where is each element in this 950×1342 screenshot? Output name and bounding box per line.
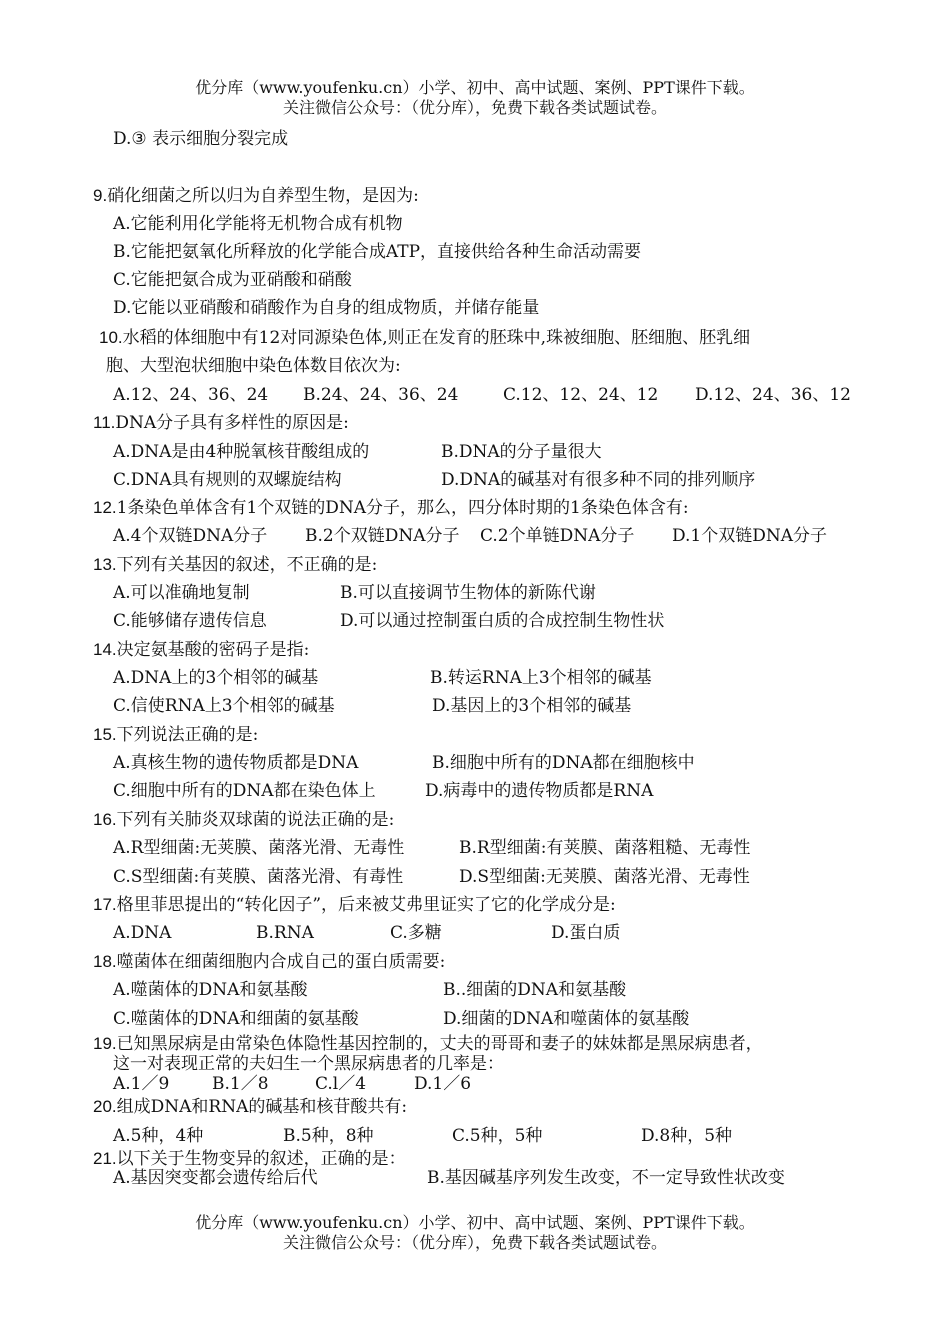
page-header-line-1: 优分库（www.youfenku.cn）小学、初中、高中试题、案例、PPT课件下载。 [195,78,755,97]
option-b: B.5种，8种 [283,1126,374,1146]
question-10 [99,327,750,349]
question-15 [93,724,258,746]
page-footer-line-1: 优分库（www.youfenku.cn）小学、初中、高中试题、案例、PPT课件下载。 [195,1213,755,1232]
question-stem: 下列有关肺炎双球菌的说法正确的是: [116,810,395,830]
question-stem: 下列说法正确的是: [116,725,259,745]
option-b: B..细菌的DNA和氨基酸 [443,980,627,1000]
option-d: D.8种，5种 [641,1126,733,1146]
option-c: C.2个单链DNA分子 [480,526,635,546]
question-stem: 决定氨基酸的密码子是指: [116,640,310,660]
option-a: A.可以准确地复制 [113,583,250,603]
option-d: D.1／6 [414,1074,472,1094]
page-header-line-2: 关注微信公众号：（优分库），免费下载各类试题试卷。 [282,98,667,117]
option-a: A.1／9 [113,1074,170,1094]
question-number: 9. [93,186,108,205]
option-c: C.信使RNA上3个相邻的碱基 [113,696,335,716]
question-19 [93,1033,763,1055]
option-a: A.R型细菌:无荚膜、菌落光滑、无毒性 [113,838,405,858]
question-11 [93,412,349,434]
option-c: C.S型细菌:有荚膜、菌落光滑、有毒性 [113,867,404,887]
option-b: B.它能把氨氧化所释放的化学能合成ATP，直接供给各种生命活动需要 [113,242,642,262]
option-c: C.l／4 [315,1074,367,1094]
question-stem-continued: 胞、大型泡状细胞中染色体数目依次为: [106,356,401,376]
page-footer-line-2: 关注微信公众号：（优分库），免费下载各类试题试卷。 [282,1233,667,1252]
option-c: C.噬菌体的DNA和细菌的氨基酸 [113,1009,359,1029]
option-c: C.5种，5种 [452,1126,543,1146]
question-number: 20. [93,1097,117,1116]
carryover-option-d: D.③ 表示细胞分裂完成 [113,129,289,149]
option-b: B.R型细菌:有荚膜、菌落粗糙、无毒性 [459,838,751,858]
question-number: 11. [93,413,116,432]
option-b: B.2个双链DNA分子 [305,526,460,546]
option-a: A.噬菌体的DNA和氨基酸 [113,980,308,1000]
option-d: D.S型细菌:无荚膜、菌落光滑、无毒性 [459,867,750,887]
option-a: A.4个双链DNA分子 [113,526,268,546]
question-stem: 噬菌体在细菌细胞内合成自己的蛋白质需要: [116,952,446,972]
question-stem: 组成DNA和RNA的碱基和核苷酸共有: [116,1097,408,1117]
question-number: 15. [93,725,117,744]
option-b: B.RNA [256,923,314,943]
option-a: A.基因突变都会遗传给后代 [113,1168,318,1188]
question-number: 18. [93,952,117,971]
option-d: D.它能以亚硝酸和硝酸作为自身的组成物质，并储存能量 [113,298,540,318]
option-a: A.DNA上的3个相邻的碱基 [113,668,319,688]
question-number: 21. [93,1149,117,1168]
option-a: A.12、24、36、24 [113,385,269,405]
question-stem: 水稻的体细胞中有12对同源染色体,则正在发育的胚珠中,珠被细胞、胚细胞、胚乳细 [122,328,751,348]
option-c: C.12、12、24、12 [503,385,659,405]
question-stem: 1条染色单体含有1个双链的DNA分子，那么，四分体时期的1条染色体含有: [116,498,689,518]
question-number: 10. [99,328,123,347]
option-d: D.DNA的碱基对有很多种不同的排列顺序 [441,470,756,490]
option-d: D.病毒中的遗传物质都是RNA [425,781,654,801]
question-20 [93,1096,407,1118]
question-number: 12. [93,498,117,517]
option-c: C.DNA具有规则的双螺旋结构 [113,470,342,490]
option-c: C.细胞中所有的DNA都在染色体上 [113,781,376,801]
option-d: D.12、24、36、12 [695,385,851,405]
question-stem: 硝化细菌之所以归为自养型生物，是因为: [107,186,419,206]
option-b: B.24、24、36、24 [303,385,459,405]
option-b: B.可以直接调节生物体的新陈代谢 [340,583,596,603]
question-stem: 已知黑尿病是由常染色体隐性基因控制的，丈夫的哥哥和妻子的妹妹都是黑尿病患者， [116,1034,763,1054]
question-stem: 以下关于生物变异的叙述，正确的是： [116,1149,406,1169]
question-number: 13. [93,555,117,574]
option-d: D.蛋白质 [551,923,621,943]
option-a: A.5种，4种 [113,1126,204,1146]
option-c: C.能够储存遗传信息 [113,611,267,631]
option-c: C.它能把氨合成为亚硝酸和硝酸 [113,270,352,290]
question-12 [93,497,689,519]
question-stem: 下列有关基因的叙述，不正确的是: [116,555,378,575]
question-18 [93,951,445,973]
question-number: 14. [93,640,117,659]
question-number: 19. [93,1034,117,1053]
question-13 [93,554,377,576]
option-a: A.它能利用化学能将无机物合成有机物 [113,214,403,234]
option-a: A.真核生物的遗传物质都是DNA [113,753,359,773]
question-number: 16. [93,810,117,829]
question-number: 17. [93,895,117,914]
option-d: D.基因上的3个相邻的碱基 [432,696,632,716]
question-9 [93,185,419,207]
option-c: C.多糖 [390,923,442,943]
question-14 [93,639,309,661]
option-b: B.细胞中所有的DNA都在细胞核中 [432,753,695,773]
question-17 [93,894,616,916]
question-stem-continued: 这一对表现正常的夫妇生一个黑尿病患者的几率是： [113,1054,504,1074]
question-stem: 格里菲思提出的“转化因子”，后来被艾弗里证实了它的化学成分是: [116,895,616,915]
option-b: B.DNA的分子量很大 [441,442,602,462]
option-d: D.细菌的DNA和噬菌体的氨基酸 [443,1009,690,1029]
option-b: B.1／8 [212,1074,269,1094]
option-b: B.基因碱基序列发生改变，不一定导致性状改变 [427,1168,785,1188]
question-16 [93,809,394,831]
option-a: A.DNA是由4种脱氧核苷酸组成的 [113,442,370,462]
option-a: A.DNA [113,923,172,943]
option-d: D.可以通过控制蛋白质的合成控制生物性状 [340,611,665,631]
question-stem: DNA分子具有多样性的原因是: [115,413,349,433]
option-b: B.转运RNA上3个相邻的碱基 [430,668,652,688]
option-d: D.1个双链DNA分子 [672,526,828,546]
